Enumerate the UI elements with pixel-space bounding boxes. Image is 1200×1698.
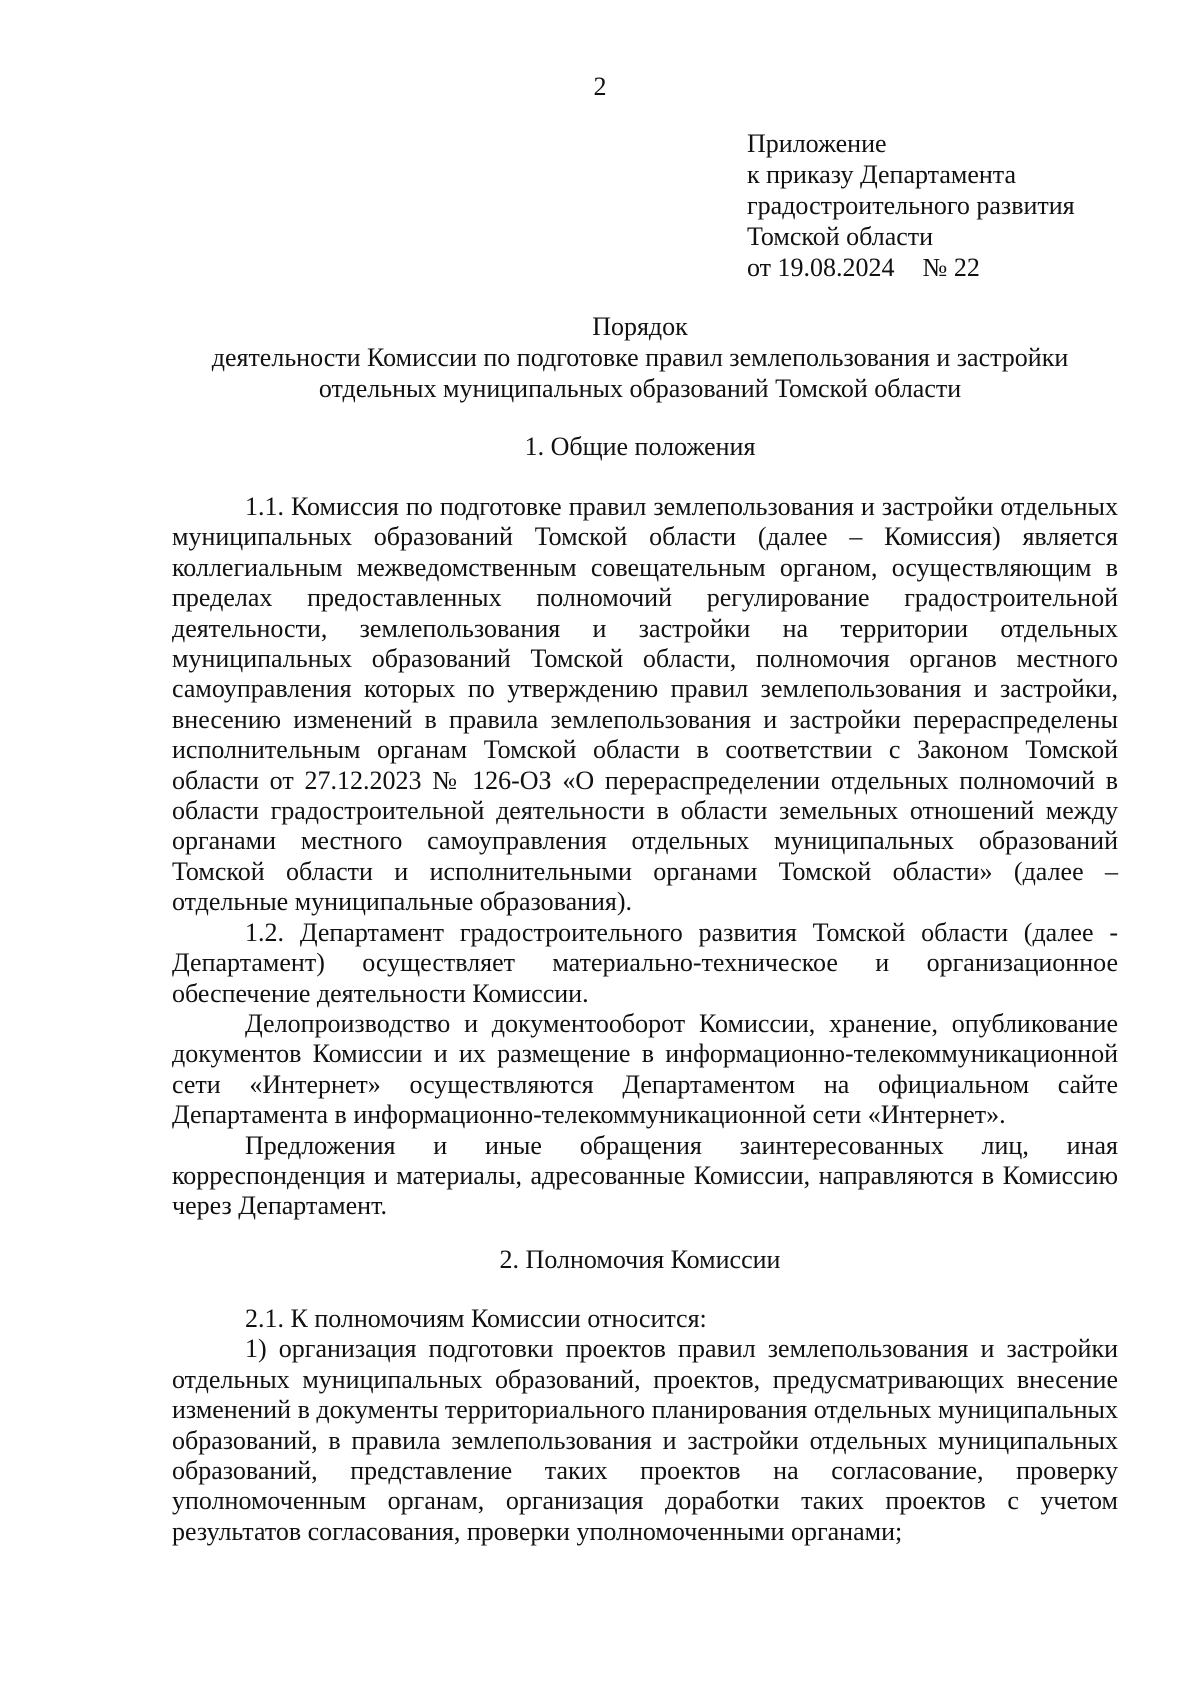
section-heading-2: 2. Полномочия Комиссии <box>499 1245 781 1274</box>
page-number: 2 <box>593 72 607 101</box>
paragraph-1-2: 1.2. Департамент градостроительного развития Томской области (далее - Департамент) осуществляет материально-техническое и организационное обеспечение деятельности Комиссии. <box>172 917 1118 1008</box>
document-title <box>160 311 1120 404</box>
paragraph-2-1: 2.1. К полномочиям Комиссии относится: <box>245 1304 707 1333</box>
title-line: отдельных муниципальных образований Томской области <box>318 374 962 403</box>
paragraph-2-1-item-1: 1) организация подготовки проектов правил землепользования и застройки отдельных муниципальных образований, проектов, предусматривающих внесение изменений в документы территориального планирования отдельных муниципальных образований, в правила землепользования и застройки отдельных муниципальных образований, представление таких проектов на согласование, проверку уполномоченным органам, организация доработки таких проектов с учетом результатов согласования, проверки уполномоченными органами; <box>172 1334 1118 1546</box>
appendix-line: градостроительного развития <box>747 191 1075 220</box>
appendix-line: Приложение <box>747 129 887 158</box>
appendix-line: к приказу Департамента <box>747 160 1017 189</box>
title-line: деятельности Комиссии по подготовке правил землепользования и застройки <box>211 343 1069 372</box>
section-2-body <box>172 1304 1118 1547</box>
paragraph-1-4: Предложения и иные обращения заинтересованных лиц, иная корреспонденция и материалы, адресованные Комиссии, направляются в Комиссию через Департамент. <box>172 1130 1118 1221</box>
appendix-date-line <box>747 252 1075 283</box>
appendix-block <box>747 128 1075 283</box>
section-1-body <box>172 492 1118 1222</box>
title-line: Порядок <box>592 312 688 341</box>
section-heading-1: 1. Общие положения <box>524 432 756 461</box>
appendix-line: Томской области <box>747 222 934 251</box>
appendix-date: от 19.08.2024 <box>747 253 895 282</box>
paragraph-1-1: 1.1. Комиссия по подготовке правил землепользования и застройки отдельных муниципальных образований Томской области (далее – Комиссия) является коллегиальным межведомственным совещательным органом, осуществляющим в пределах предоставленных полномочий регулирование градостроительной деятельности, землепользования и застройки на территории отдельных муниципальных образований Томской области, полномочия органов местного самоуправления которых по утверждению правил землепользования и застройки, внесению изменений в правила землепользования и застройки перераспределены исполнительным органам Томской области в соответствии с Законом Томской области от 27.12.2023 № 126-ОЗ «О перераспределении отдельных полномочий в области градостроительной деятельности в области земельных отношений между органами местного самоуправления отдельных муниципальных образований Томской области и исполнительными органами Томской области» (далее – отдельные муниципальные образования). <box>172 492 1118 917</box>
appendix-number: № 22 <box>922 253 980 282</box>
paragraph-1-3: Делопроизводство и документооборот Комиссии, хранение, опубликование документов Комиссии и их размещение в информационно-телекоммуникационной сети «Интернет» осуществляются Департаментом на официальном сайте Департамента в информационно-телекоммуникационной сети «Интернет». <box>172 1008 1118 1130</box>
